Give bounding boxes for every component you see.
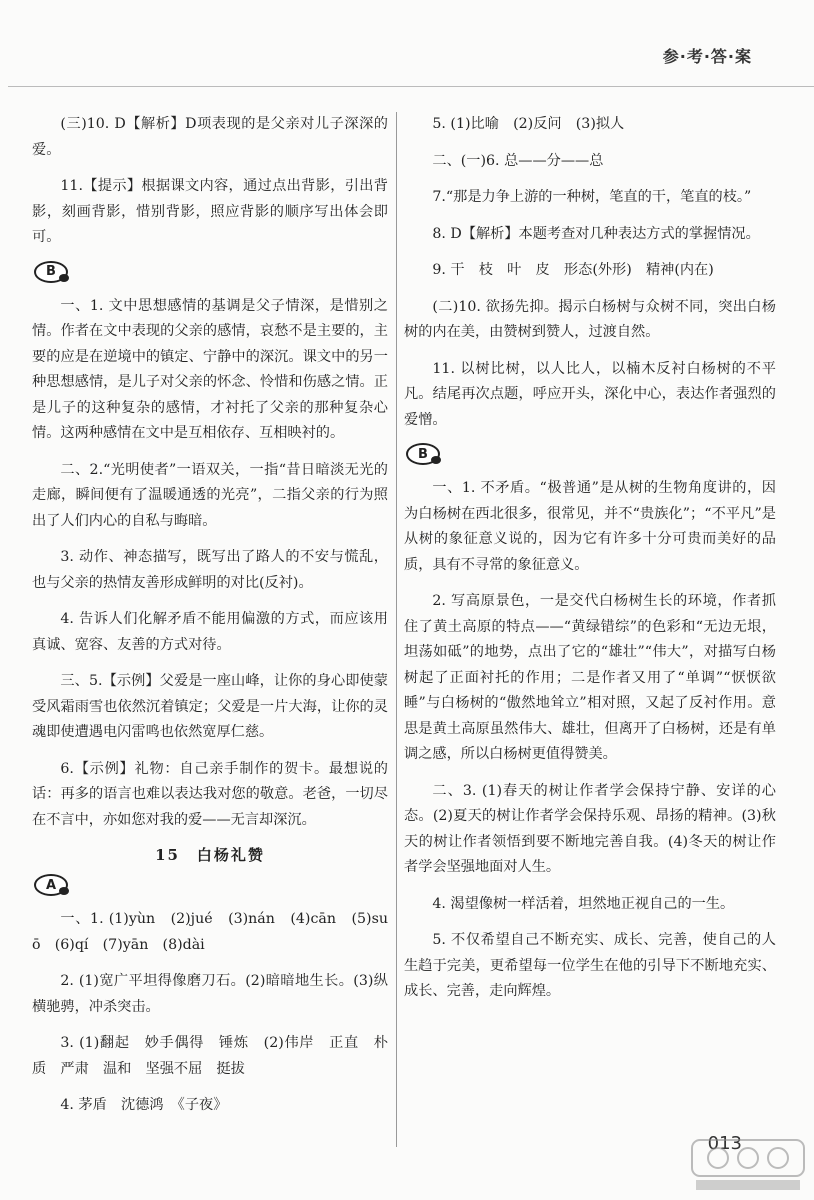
page-number: 013 xyxy=(707,1133,742,1154)
answer-b-5: 三、5.【示例】父爱是一座山峰，让你的身心即使蒙受风霜雨雪也依然沉着镇定；父爱是一片大海，让你的灵魂即使遭遇电闪雷鸣也依然宽厚仁慈。 xyxy=(32,673,388,740)
answer-a-7: 7.“那是力争上游的一种树，笔直的干，笔直的枝。” xyxy=(432,189,752,205)
badge-b-icon: B xyxy=(34,261,68,283)
badge-b-icon-2: B xyxy=(406,443,440,465)
answer-a-1: 一、1. (1)yùn (2)jué (3)nán (4)cān (5)suō (6)qí (7)yān (8)dài xyxy=(32,911,388,953)
column-divider xyxy=(396,112,397,1147)
answer-a-9: 9. 干 枝 叶 皮 形态(外形) 精神(内在) xyxy=(432,262,714,278)
answer-b-1: 一、1. 文中思想感情的基调是父子情深，是惜别之情。作者在文中表现的父亲的感情，哀愁不是主要的，主要的应是在逆境中的镇定、宁静中的深沉。课文中的另一种思想感情，是儿子对父亲的怀念、怜惜和伤感之情。正是儿子的这种复杂的感情，才衬托了父亲的那种复杂心情。这两种感情在文中是互相依存、互相映衬的。 xyxy=(32,297,388,441)
answer-10: (三)10. D【解析】D项表现的是父亲对儿子深深的爱。 xyxy=(32,116,388,158)
answer-a-6: 二、(一)6. 总——分——总 xyxy=(432,152,604,169)
level-a-badge xyxy=(34,875,68,895)
answer-a-2: 2. (1)宽广平坦得像磨刀石。(2)暗暗地生长。(3)纵横驰骋，冲杀突击。 xyxy=(32,973,388,1015)
answer-rb-3: 二、3. (1)春天的树让作者学会保持宁静、安详的心态。(2)夏天的树让作者学会保持乐观、昂扬的精神。(3)秋天的树让作者领悟到要不断地完善自我。(4)冬天的树让作者学会坚强地面对人生。 xyxy=(404,782,776,875)
answer-rb-4: 4. 渴望像树一样活着，坦然地正视自己的一生。 xyxy=(432,895,735,912)
section-title: 15 白杨礼赞 xyxy=(155,846,265,864)
answer-rb-5: 5. 不仅希望自己不断充实、成长、完善，使自己的人生趋于完美，更希望每一位学生在他的引导下不断地充实、成长、完善，走向辉煌。 xyxy=(404,932,776,999)
badge-a-icon: A xyxy=(34,874,68,896)
level-b-badge xyxy=(34,262,68,282)
answer-a-3: 3. (1)翻起 妙手偶得 锤炼 (2)伟岸 正直 朴质 严肃 温和 坚强不屈 挺拔 xyxy=(32,1035,388,1077)
answer-b-3: 3. 动作、神态描写，既写出了路人的不安与慌乱，也与父亲的热情友善形成鲜明的对比(反衬)。 xyxy=(32,549,388,591)
answer-a-8: 8. D【解析】本题考查对几种表达方式的掌握情况。 xyxy=(432,225,760,242)
header-rule xyxy=(8,86,814,87)
answer-b-6: 6.【示例】礼物：自己亲手制作的贺卡。最想说的话：再多的语言也难以表达我对您的敬意。老爸，一切尽在不言中，亦如您对我的爱——无言却深沉。 xyxy=(32,760,388,828)
watermark-stamp-icon xyxy=(688,1136,808,1194)
answer-a-10: (二)10. 欲扬先抑。揭示白杨树与众树不同，突出白杨树的内在美，由赞树到赞人，过渡自然。 xyxy=(404,298,776,340)
answer-a-5: 5. (1)比喻 (2)反问 (3)拟人 xyxy=(432,116,625,132)
answer-rb-1: 一、1. 不矛盾。“极普通”是从树的生物角度讲的，因为白杨树在西北很多，很常见，并不“贵族化”；“不平凡”是从树的象征意义说的，因为它有许多十分可贵而美好的品质，具有不寻常的象征意义。 xyxy=(404,480,776,573)
left-column xyxy=(32,112,388,1130)
answer-a-11: 11. 以树比树，以人比人，以楠木反衬白杨树的不平凡。结尾再次点题，呼应开头，深化中心，表达作者强烈的爱憎。 xyxy=(404,360,776,428)
answer-11: 11.【提示】根据课文内容，通过点出背影，引出背影，刻画背影，惜别背影，照应背影的顺序写出体会即可。 xyxy=(32,178,388,245)
answer-a-4: 4. 茅盾 沈德鸿 《子夜》 xyxy=(60,1097,228,1113)
level-b-badge-2 xyxy=(406,444,440,464)
answer-b-2: 二、2.“光明使者”一语双关，一指“昔日暗淡无光的走廊，瞬间便有了温暖通透的光亮”，二指父亲的行为照出了人们内心的自私与晦暗。 xyxy=(32,461,388,529)
running-header: 参·考·答·案 xyxy=(662,47,752,66)
right-column xyxy=(404,112,776,1016)
answer-b-4: 4. 告诉人们化解矛盾不能用偏激的方式，而应该用真诚、宽容、友善的方式对待。 xyxy=(32,611,388,653)
answer-rb-2: 2. 写高原景色，一是交代白杨树生长的环境，作者抓住了黄土高原的特点——“黄绿错综”的色彩和“无边无垠，坦荡如砥”的地势，点出了它的“雄壮”“伟大”，对描写白杨树起了正面衬托的作用；二是作者又用了“单调”“恹恹欲睡”与白杨树的“傲然地耸立”相对照，又起了反衬作用。意思是黄土高原虽然伟大、雄壮，但离开了白杨树，还是有单调之感，所以白杨树更值得赞美。 xyxy=(404,593,776,762)
